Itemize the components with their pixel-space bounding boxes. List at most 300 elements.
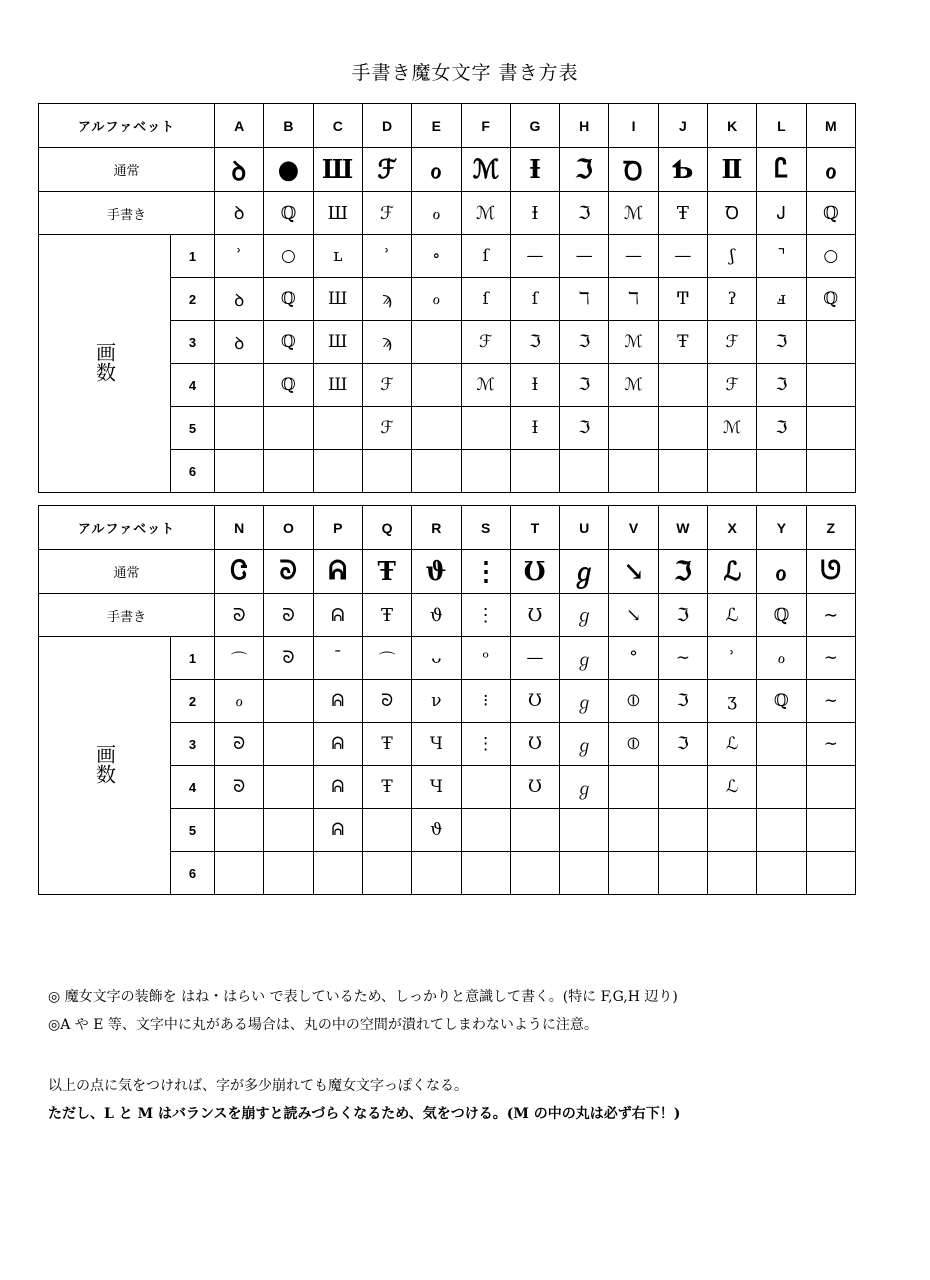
letter-header: R <box>412 506 461 550</box>
stroke-cell <box>362 680 411 723</box>
letter-header: L <box>757 104 806 148</box>
stroke-glyph: ℱ <box>725 375 739 395</box>
handwritten-glyph-cell <box>658 192 707 235</box>
alphabet-chart-a-to-m <box>38 103 856 493</box>
handwritten-glyph: ᕱ <box>331 604 345 626</box>
stroke-cell <box>707 766 756 809</box>
stroke-glyph: Ɨ <box>531 375 539 395</box>
stroke-glyph: ℸ <box>578 289 590 309</box>
stroke-cell <box>215 407 264 450</box>
handwritten-glyph-cell <box>757 594 806 637</box>
letter-header: O <box>264 506 313 550</box>
letter-header: H <box>560 104 609 148</box>
stroke-glyph: ᴗ <box>431 648 442 668</box>
stroke-glyph: ϡ <box>382 289 392 309</box>
stroke-glyph: ᕱ <box>331 777 345 797</box>
stroke-cell <box>510 723 559 766</box>
stroke-cell <box>461 278 510 321</box>
stroke-cell <box>215 637 264 680</box>
stroke-cell <box>215 809 264 852</box>
stroke-glyph: Ŧ <box>381 734 393 754</box>
letter-header: K <box>707 104 756 148</box>
stroke-cell <box>806 680 855 723</box>
letter-header: C <box>313 104 362 148</box>
stroke-cell <box>215 450 264 493</box>
handwritten-label: 手書き <box>39 192 215 235</box>
stroke-cell <box>264 680 313 723</box>
letter-header: W <box>658 506 707 550</box>
stroke-glyph: ν <box>431 691 442 711</box>
handwritten-glyph-cell <box>609 192 658 235</box>
stroke-cell <box>560 278 609 321</box>
normal-label: 通常 <box>39 550 215 594</box>
stroke-number: 3 <box>171 321 215 364</box>
stroke-cell <box>510 364 559 407</box>
stroke-cell <box>461 321 510 364</box>
normal-glyph: Ɨ <box>529 154 541 185</box>
stroke-row <box>39 637 856 680</box>
stroke-glyph: ℳ <box>723 418 742 438</box>
stroke-cell <box>510 852 559 895</box>
stroke-cell <box>806 321 855 364</box>
stroke-cell <box>560 321 609 364</box>
stroke-cell <box>461 407 510 450</box>
handwritten-glyph: Ŧ <box>381 604 394 626</box>
normal-glyph: Ⅱ <box>721 154 743 185</box>
normal-glyph: ℴ <box>825 154 837 185</box>
normal-glyph-cell <box>757 550 806 594</box>
normal-row <box>39 148 856 192</box>
letter-header: F <box>461 104 510 148</box>
stroke-cell <box>362 723 411 766</box>
handwritten-glyph-cell <box>757 192 806 235</box>
stroke-glyph: ℴ <box>235 691 244 711</box>
stroke-glyph: ℳ <box>476 375 495 395</box>
stroke-cell <box>461 680 510 723</box>
normal-glyph-cell <box>362 148 411 192</box>
stroke-number: 1 <box>171 637 215 680</box>
stroke-cell <box>609 278 658 321</box>
stroke-glyph: ⅎ <box>777 289 786 309</box>
stroke-cell <box>757 809 806 852</box>
stroke-cell <box>362 637 411 680</box>
stroke-glyph: ⌝ <box>777 246 786 266</box>
stroke-glyph: ℴ <box>432 289 441 309</box>
stroke-cell <box>560 680 609 723</box>
stroke-cell <box>461 852 510 895</box>
letter-header: G <box>510 104 559 148</box>
handwritten-glyph: Ꭻ <box>777 202 786 224</box>
handwritten-row <box>39 594 856 637</box>
stroke-cell <box>510 680 559 723</box>
handwritten-glyph-cell <box>215 192 264 235</box>
stroke-cell <box>609 723 658 766</box>
normal-glyph: ꝺ <box>231 156 247 187</box>
stroke-glyph: ℑ <box>775 375 788 395</box>
stroke-glyph: ʃ <box>729 246 735 266</box>
stroke-cell <box>313 235 362 278</box>
normal-glyph: ℴ <box>775 556 788 587</box>
stroke-cell <box>362 235 411 278</box>
stroke-cell <box>609 809 658 852</box>
stroke-glyph: Ͳ <box>677 289 689 309</box>
stroke-glyph: ○ <box>823 246 839 266</box>
stroke-cell <box>412 321 461 364</box>
normal-glyph-cell <box>215 550 264 594</box>
stroke-cell <box>609 680 658 723</box>
stroke-cell <box>658 407 707 450</box>
stroke-cell <box>362 407 411 450</box>
stroke-glyph: ℑ <box>775 332 788 352</box>
stroke-glyph: ℱ <box>380 375 394 395</box>
stroke-cell <box>412 723 461 766</box>
stroke-cell <box>313 852 362 895</box>
handwritten-glyph-cell <box>362 594 411 637</box>
letter-header: S <box>461 506 510 550</box>
stroke-cell <box>362 766 411 809</box>
stroke-cell <box>806 637 855 680</box>
handwritten-glyph-cell <box>313 192 362 235</box>
stroke-cell <box>215 852 264 895</box>
normal-glyph-cell <box>757 148 806 192</box>
stroke-glyph: ⁝ <box>482 691 489 711</box>
stroke-number: 4 <box>171 766 215 809</box>
stroke-cell <box>313 766 362 809</box>
stroke-cell <box>362 364 411 407</box>
stroke-cell <box>461 637 510 680</box>
stroke-cell <box>658 809 707 852</box>
stroke-cell <box>658 680 707 723</box>
stroke-cell <box>510 450 559 493</box>
stroke-cell <box>560 364 609 407</box>
stroke-glyph: ʒ <box>727 691 737 711</box>
stroke-cell <box>362 278 411 321</box>
stroke-glyph: ᕱ <box>331 734 345 754</box>
stroke-glyph: ⦶ <box>627 691 640 711</box>
stroke-glyph: ᵒ <box>482 648 489 668</box>
normal-glyph-cell <box>412 148 461 192</box>
stroke-glyph: ℑ <box>578 375 591 395</box>
note-line: ◎A や E 等、文字中に丸がある場合は、丸の中の空間が潰れてしまわないように注意。 <box>48 1017 598 1033</box>
stroke-glyph: ⋮ <box>477 734 495 754</box>
stroke-cell <box>362 852 411 895</box>
stroke-number: 1 <box>171 235 215 278</box>
handwritten-glyph: Ɨ <box>531 202 539 224</box>
stroke-cell <box>757 407 806 450</box>
stroke-cell <box>806 278 855 321</box>
handwritten-glyph: ℳ <box>623 202 644 224</box>
stroke-glyph: ʾ <box>384 246 390 266</box>
stroke-cell <box>510 637 559 680</box>
stroke-glyph: ſ <box>531 289 539 309</box>
stroke-cell <box>362 321 411 364</box>
stroke-number: 6 <box>171 450 215 493</box>
normal-glyph: ᕱ <box>328 556 347 586</box>
handwritten-glyph: ϑ <box>429 604 443 626</box>
normal-glyph-cell <box>510 550 559 594</box>
handwritten-glyph-cell <box>609 594 658 637</box>
stroke-cell <box>560 637 609 680</box>
stroke-glyph: ᘐ <box>233 734 246 754</box>
stroke-glyph: ℑ <box>578 418 591 438</box>
handwritten-glyph-cell <box>658 594 707 637</box>
normal-glyph-cell <box>461 550 510 594</box>
stroke-cell <box>707 364 756 407</box>
handwritten-glyph-cell <box>560 192 609 235</box>
stroke-glyph: ᕱ <box>331 820 345 840</box>
stroke-glyph: Ʊ <box>527 691 542 711</box>
stroke-cell <box>264 723 313 766</box>
stroke-cell <box>264 235 313 278</box>
note-line-bold: ただし、L と M はバランスを崩すと読みづらくなるため、気をつける。(M の中の丸は必ず右下！) <box>48 1106 681 1122</box>
handwritten-glyph-cell <box>313 594 362 637</box>
stroke-cell <box>757 766 806 809</box>
stroke-glyph: ℒ <box>726 777 739 797</box>
stroke-number: 5 <box>171 407 215 450</box>
handwritten-glyph-cell <box>510 594 559 637</box>
stroke-cell <box>658 235 707 278</box>
letter-header: Z <box>806 506 855 550</box>
stroke-glyph: ℸ <box>628 289 640 309</box>
normal-glyph-cell <box>313 550 362 594</box>
stroke-cell <box>560 450 609 493</box>
normal-glyph-cell <box>560 550 609 594</box>
stroke-cell <box>707 278 756 321</box>
normal-glyph: Ʊ <box>523 556 546 587</box>
normal-glyph-cell <box>609 550 658 594</box>
stroke-cell <box>264 321 313 364</box>
stroke-glyph: Ʊ <box>527 734 542 754</box>
letter-header: N <box>215 506 264 550</box>
alphabet-row <box>39 104 856 148</box>
stroke-cell <box>215 680 264 723</box>
handwritten-glyph: ℱ <box>379 202 395 224</box>
handwritten-glyph: ℳ <box>476 202 496 224</box>
stroke-glyph: ʾ <box>729 648 735 668</box>
stroke-glyph: ℒ <box>726 734 739 754</box>
normal-glyph-cell <box>264 148 313 192</box>
stroke-glyph: ⌒ <box>230 650 248 671</box>
letter-header: X <box>707 506 756 550</box>
letter-header: M <box>806 104 855 148</box>
normal-glyph: ᘎ <box>820 556 842 586</box>
stroke-cell <box>215 364 264 407</box>
stroke-cell <box>707 680 756 723</box>
normal-glyph: ϑ <box>425 556 447 587</box>
stroke-glyph: ᘐ <box>282 648 295 668</box>
stroke-cell <box>264 407 313 450</box>
handwritten-glyph: ℚ <box>280 202 297 224</box>
stroke-cell <box>707 407 756 450</box>
stroke-cell <box>412 680 461 723</box>
stroke-cell <box>215 723 264 766</box>
stroke-glyph: ℱ <box>380 418 394 438</box>
stroke-cell <box>757 637 806 680</box>
stroke-cell <box>757 364 806 407</box>
normal-glyph-cell <box>313 148 362 192</box>
stroke-glyph: Ш <box>328 375 348 395</box>
stroke-glyph: Ч <box>429 777 443 797</box>
stroke-cell <box>215 766 264 809</box>
stroke-cell <box>313 364 362 407</box>
normal-glyph-cell <box>215 148 264 192</box>
letter-header: A <box>215 104 264 148</box>
normal-glyph: ℑ <box>575 154 593 185</box>
stroke-glyph: ſ <box>482 289 489 309</box>
normal-glyph-cell <box>806 550 855 594</box>
stroke-glyph: Ŧ <box>381 777 393 797</box>
stroke-cell <box>313 723 362 766</box>
letter-header: E <box>412 104 461 148</box>
normal-glyph: ℊ <box>571 559 597 589</box>
stroke-cell <box>658 321 707 364</box>
stroke-cell <box>264 637 313 680</box>
stroke-cell <box>313 809 362 852</box>
stroke-cell <box>560 766 609 809</box>
normal-glyph-cell <box>461 148 510 192</box>
normal-glyph-cell <box>658 550 707 594</box>
stroke-glyph: ℚ <box>774 691 789 711</box>
handwritten-glyph-cell <box>264 192 313 235</box>
stroke-cell <box>313 637 362 680</box>
handwritten-glyph: Ш <box>327 202 349 224</box>
stroke-glyph: Ʊ <box>527 777 542 797</box>
stroke-number: 4 <box>171 364 215 407</box>
stroke-cell <box>412 235 461 278</box>
handwritten-glyph: ℴ <box>432 202 441 224</box>
stroke-cell <box>412 407 461 450</box>
normal-glyph: Ꝺ <box>623 156 644 187</box>
stroke-cell <box>461 450 510 493</box>
stroke-cell <box>412 450 461 493</box>
stroke-glyph: ℑ <box>529 332 541 352</box>
stroke-glyph: ϡ <box>382 332 392 352</box>
stroke-cell <box>313 407 362 450</box>
handwritten-glyph: Ꝺ <box>725 203 740 224</box>
normal-glyph-cell <box>560 148 609 192</box>
handwritten-glyph: ℑ <box>676 604 690 626</box>
normal-glyph-cell <box>264 550 313 594</box>
stroke-glyph: — <box>575 246 593 266</box>
handwritten-glyph-cell <box>806 192 855 235</box>
stroke-glyph: ○ <box>281 246 296 266</box>
stroke-glyph: ∼ <box>823 691 838 711</box>
stroke-glyph: ∘ <box>432 246 441 266</box>
note-line: ◎ 魔女文字の装飾を はね・はらい で表しているため、しっかりと意識して書く。(特に F,G,H 辺り) <box>48 989 678 1005</box>
stroke-cell <box>757 680 806 723</box>
handwritten-glyph: ℒ <box>725 604 739 626</box>
stroke-cell <box>609 407 658 450</box>
normal-glyph-cell <box>707 550 756 594</box>
stroke-cell <box>461 235 510 278</box>
normal-glyph-cell <box>806 148 855 192</box>
stroke-cell <box>806 852 855 895</box>
normal-glyph: ↘ <box>623 556 644 587</box>
handwritten-glyph: ℑ <box>577 202 591 224</box>
stroke-cell <box>757 235 806 278</box>
handwritten-glyph: ᘐ <box>232 604 246 626</box>
stroke-glyph: ℊ <box>575 736 593 757</box>
handwritten-glyph: ꝺ <box>233 203 245 224</box>
stroke-cell <box>264 852 313 895</box>
normal-glyph-cell <box>510 148 559 192</box>
handwritten-glyph-cell <box>707 594 756 637</box>
stroke-cell <box>707 809 756 852</box>
stroke-number: 3 <box>171 723 215 766</box>
handwritten-glyph-cell <box>806 594 855 637</box>
stroke-glyph: ᘐ <box>381 691 394 711</box>
stroke-glyph: ⦶ <box>627 734 640 754</box>
stroke-cell <box>757 450 806 493</box>
stroke-glyph: ℑ <box>676 734 689 754</box>
stroke-cell <box>707 321 756 364</box>
stroke-cell <box>510 278 559 321</box>
stroke-cell <box>215 278 264 321</box>
stroke-glyph: ℊ <box>575 779 593 800</box>
stroke-cell <box>806 723 855 766</box>
stroke-glyph: ℚ <box>281 332 296 352</box>
stroke-cell <box>264 450 313 493</box>
alphabet-label: アルファベット <box>39 104 215 148</box>
stroke-cell <box>313 450 362 493</box>
normal-glyph: Ŧ <box>377 556 397 587</box>
stroke-glyph: ᘐ <box>233 777 246 797</box>
stroke-cell <box>264 278 313 321</box>
letter-header: J <box>658 104 707 148</box>
stroke-cell <box>510 235 559 278</box>
handwritten-glyph: ∼ <box>823 604 839 626</box>
normal-glyph: ℒ <box>723 556 742 587</box>
letter-header: P <box>313 506 362 550</box>
stroke-cell <box>658 766 707 809</box>
normal-label: 通常 <box>39 148 215 192</box>
stroke-cell <box>461 723 510 766</box>
stroke-cell <box>707 235 756 278</box>
stroke-glyph: ℱ <box>478 332 493 352</box>
stroke-cell <box>510 407 559 450</box>
stroke-cell <box>757 278 806 321</box>
stroke-glyph: ℚ <box>281 375 296 395</box>
stroke-glyph: Ɨ <box>531 418 539 438</box>
normal-glyph: ℱ <box>377 154 397 185</box>
stroke-cell <box>658 852 707 895</box>
stroke-glyph: ʔ <box>727 289 737 309</box>
stroke-glyph: ℳ <box>624 332 643 352</box>
stroke-cell <box>806 809 855 852</box>
stroke-cell <box>609 321 658 364</box>
handwritten-glyph: ⋮ <box>476 604 495 626</box>
letter-header: U <box>560 506 609 550</box>
stroke-glyph: ℑ <box>775 418 788 438</box>
stroke-cell <box>412 809 461 852</box>
handwritten-glyph: ℚ <box>773 604 790 626</box>
stroke-cell <box>806 766 855 809</box>
handwritten-glyph-cell <box>461 192 510 235</box>
stroke-row <box>39 235 856 278</box>
handwritten-glyph: Ʊ <box>527 604 543 626</box>
handwritten-glyph: Ŧ <box>676 202 689 224</box>
stroke-cell <box>264 364 313 407</box>
stroke-cell <box>757 852 806 895</box>
stroke-cell <box>215 235 264 278</box>
stroke-cell <box>412 852 461 895</box>
normal-glyph-cell <box>362 550 411 594</box>
stroke-glyph: ꝺ <box>234 333 245 354</box>
stroke-glyph: — <box>526 246 544 266</box>
handwritten-glyph-cell <box>412 594 461 637</box>
alphabet-chart-n-to-z <box>38 505 856 895</box>
handwritten-row <box>39 192 856 235</box>
